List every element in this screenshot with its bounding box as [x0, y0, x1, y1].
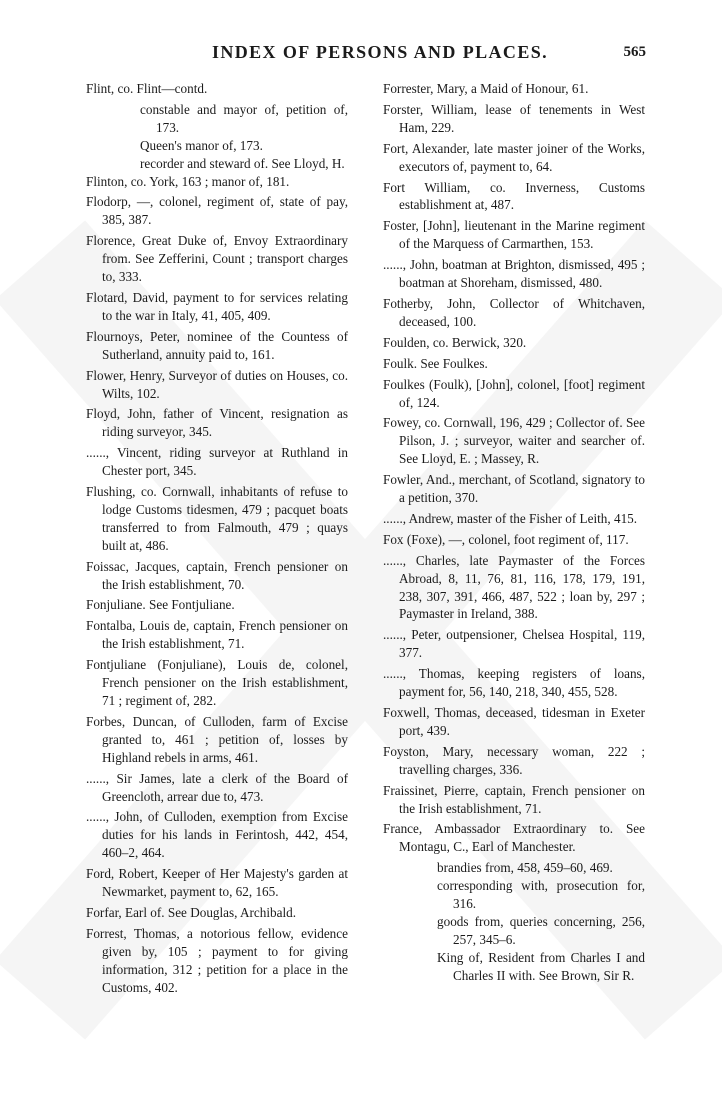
- index-entry: ......, John, boatman at Brighton, dismissed, 495 ; boatman at Shoreham, dismissed, 480.: [383, 257, 645, 291]
- index-entry: ......, Charles, late Paymaster of the Forces Abroad, 8, 11, 76, 81, 116, 178, 179, 191, 238, 307, 391, 466, 487, 522 ; loan by, 297 ; Paymaster in Ireland, 388.: [383, 552, 645, 622]
- index-entry: Flinton, co. York, 163 ; manor of, 181.: [86, 173, 290, 189]
- index-entry: Flint, co. Flint—contd.: [86, 81, 208, 96]
- index-entry: Flower, Henry, Surveyor of duties on Houses, co. Wilts, 102.: [86, 367, 348, 401]
- index-entry: Foster, [John], lieutenant in the Marine regiment of the Marquess of Carmarthen, 153.: [383, 218, 645, 252]
- index-entry: Flodorp, —, colonel, regiment of, state of pay, 385, 387.: [86, 194, 348, 228]
- index-entry: Forrest, Thomas, a notorious fellow, evidence given by, 105 ; payment to for giving information, 312 ; petition for a place in the Customs, 402.: [86, 925, 348, 995]
- index-entry: Fontjuliane (Fonjuliane), Louis de, colonel, French pensioner on the Irish establishment, 71 ; regiment of, 282.: [86, 657, 348, 708]
- index-entry: King of, Resident from Charles I and Charles II with. See Brown, Sir R.: [437, 949, 645, 983]
- index-entry: goods from, queries concerning, 256, 257, 345–6.: [437, 913, 645, 947]
- index-entry: Queen's manor of, 173.: [140, 137, 263, 153]
- index-entry: Foissac, Jacques, captain, French pensioner on the Irish establishment, 70.: [86, 558, 348, 592]
- index-entry: ......, Peter, outpensioner, Chelsea Hospital, 119, 377.: [383, 627, 645, 661]
- page-header: [0, 42, 722, 66]
- index-entry: Foulkes (Foulk), [John], colonel, [foot] regiment of, 124.: [383, 376, 645, 410]
- index-entry: France, Ambassador Extraordinary to. See Montagu, C., Earl of Manchester.: [383, 821, 645, 855]
- index-entry: Fowey, co. Cornwall, 196, 429 ; Collector of. See Pilson, J. ; surveyor, waiter and searcher of. See Lloyd, E. ; Massey, R.: [383, 415, 645, 467]
- index-entry: Fraissinet, Pierre, captain, French pensioner on the Irish establishment, 71.: [383, 782, 645, 816]
- index-entry: Forrester, Mary, a Maid of Honour, 61.: [383, 81, 589, 96]
- index-entry: Fonjuliane. See Fontjuliane.: [86, 597, 235, 613]
- index-entry: Florence, Great Duke of, Envoy Extraordinary from. See Zefferini, Count ; transport charges to, 333.: [86, 233, 348, 285]
- index-entry: Ford, Robert, Keeper of Her Majesty's garden at Newmarket, payment to, 62, 165.: [86, 866, 348, 900]
- index-entry: Fox (Foxe), —, colonel, foot regiment of, 117.: [383, 531, 629, 547]
- index-entry: Forbes, Duncan, of Culloden, farm of Excise granted to, 461 ; petition of, losses by Highland rebels in arms, 461.: [86, 713, 348, 765]
- index-entry: Foulk. See Foulkes.: [383, 355, 488, 371]
- index-entry: Fotherby, John, Collector of Whitchaven, deceased, 100.: [383, 295, 645, 329]
- index-entry: ......, Thomas, keeping registers of loans, payment for, 56, 140, 218, 340, 455, 528.: [383, 666, 645, 700]
- index-entry: Fort, Alexander, late master joiner of the Works, executors of, payment to, 64.: [383, 140, 645, 174]
- index-entry: constable and mayor of, petition of, 173.: [140, 101, 348, 135]
- index-entry: Foxwell, Thomas, deceased, tidesman in Exeter port, 439.: [383, 705, 645, 738]
- index-entry: brandies from, 458, 459–60, 469.: [437, 860, 613, 876]
- index-column-right: [383, 80, 645, 985]
- index-entry: Flournoys, Peter, nominee of the Countess of Sutherland, annuity paid to, 161.: [86, 328, 348, 362]
- index-entry: ......, John, of Culloden, exemption from Excise duties for his lands in Ferintosh, 442, 454, 460–2, 464.: [86, 809, 348, 861]
- index-entry: Forfar, Earl of. See Douglas, Archibald.: [86, 904, 297, 920]
- index-entry: ......, Vincent, riding surveyor at Ruthland in Chester port, 345.: [86, 445, 348, 479]
- index-entry: Floyd, John, father of Vincent, resignation as riding surveyor, 345.: [86, 406, 348, 440]
- index-entry: ......, Andrew, master of the Fisher of Leith, 415.: [383, 510, 638, 526]
- index-entry: Forster, William, lease of tenements in West Ham, 229.: [383, 101, 645, 135]
- page-number: 565: [623, 44, 646, 60]
- index-entry: recorder and steward of. See Lloyd, H.: [140, 155, 345, 171]
- page-title: INDEX OF PERSONS AND PLACES.: [211, 42, 549, 62]
- index-entry: Fontalba, Louis de, captain, French pensioner on the Irish establishment, 71.: [86, 618, 348, 652]
- index-entry: Fort William, co. Inverness, Customs establishment at, 487.: [383, 179, 645, 213]
- index-entry: Flushing, co. Cornwall, inhabitants of refuse to lodge Customs tidesmen, 479 ; pacquet boats transferred to from Falmouth, 479 ; quays built at, 486.: [86, 484, 348, 553]
- index-entry: Fowler, And., merchant, of Scotland, signatory to a petition, 370.: [383, 472, 645, 506]
- index-entry: corresponding with, prosecution for, 316.: [437, 878, 645, 912]
- index-entry: Flotard, David, payment to for services relating to the war in Italy, 41, 405, 409.: [86, 289, 348, 323]
- index-entry: ......, Sir James, late a clerk of the Board of Greencloth, arrear due to, 473.: [86, 770, 348, 804]
- index-entry: Foyston, Mary, necessary woman, 222 ; travelling charges, 336.: [383, 743, 645, 777]
- index-column-left: [86, 80, 348, 1000]
- index-entry: Foulden, co. Berwick, 320.: [383, 334, 527, 350]
